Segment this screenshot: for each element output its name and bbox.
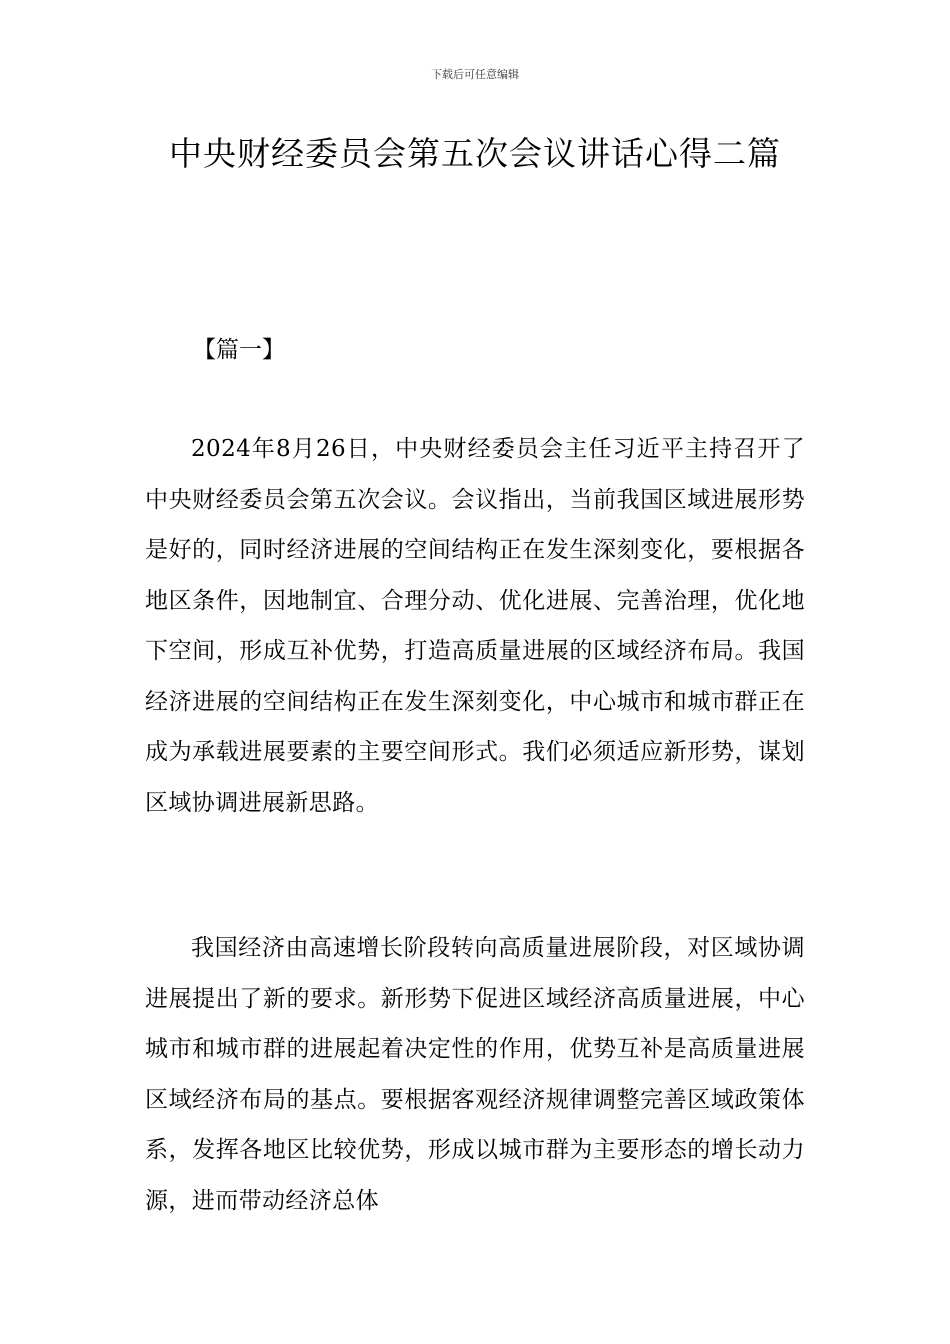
header-note: 下载后可任意编辑 — [431, 68, 519, 81]
paragraph-1: 2024年8月26日，中央财经委员会主任习近平主持召开了中央财经委员会第五次会议。会议指出，当前我国区域进展形势是好的，同时经济进展的空间结构正在发生深刻变化，要根据各地区条件，因地制宜、合理分动、优化进展、完善治理，优化地下空间，形成互补优势，打造高质量进展的区域经济布局。我国经济进展的空间结构正在发生深刻变化，中心城市和城市群正在成为承载进展要素的主要空间形式。我们必须适应新形势，谋划区域协调进展新思路。 — [145, 436, 805, 816]
section-label: 【篇一】 — [193, 337, 285, 363]
document-title: 中央财经委员会第五次会议讲话心得二篇 — [169, 134, 781, 173]
paragraph-2: 我国经济由高速增长阶段转向高质量进展阶段，对区域协调进展提出了新的要求。新形势下促进区域经济高质量进展，中心城市和城市群的进展起着决定性的作用，优势互补是高质量进展区域经济布局的基点。要根据客观经济规律调整完善区域政策体系，发挥各地区比较优势，形成以城市群为主要形态的增长动力源，进而带动经济总体 — [145, 935, 805, 1214]
